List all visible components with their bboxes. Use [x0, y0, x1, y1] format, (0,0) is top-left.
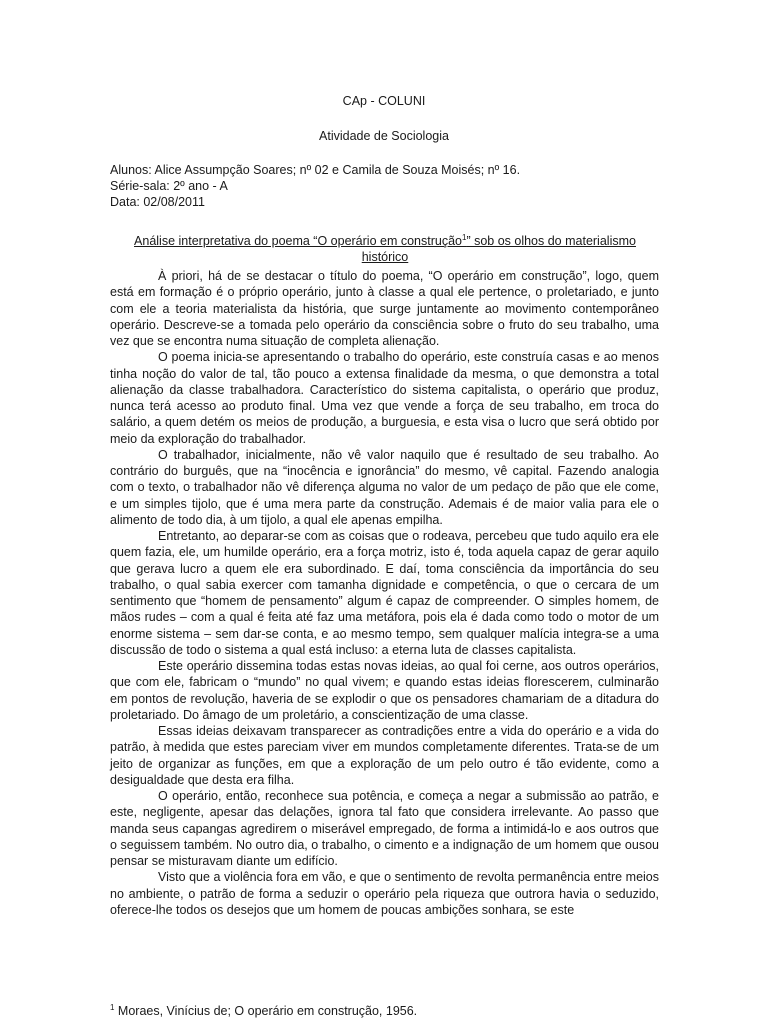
paragraph: O operário, então, reconhece sua potência, e começa a negar a submissão ao patrão, e este, negligente, apesar das delações, ignora tal fato que considera irrelevante. Ao passo que manda seus capangas agredirem o miserável empregado, de forma a intimidá-lo e aos outros que o seguissem também. No outro dia, o trabalho, o cimento e a indignação de um homem que ousou pensar se misturavam diante um edifício. [110, 789, 659, 868]
footnote-text: Moraes, Vinícius de; O operário em construção, 1956. [114, 1004, 418, 1019]
students-line: Alunos: Alice Assumpção Soares; nº 02 e Camila de Souza Moisés; nº 16. [110, 163, 521, 177]
date-line: Data: 02/08/2011 [110, 195, 205, 209]
paragraph: Entretanto, ao deparar-se com as coisas que o rodeava, percebeu que tudo aquilo era ele quem fazia, ele, um humilde operário, era a força motriz, isto é, toda aquela capaz de gerar aquilo que gerava lucro a quem ele era subordinado. E daí, toma consciência da importância do seu trabalho, o qual sabia exercer com tamanha dignidade e competência, o que o cercara de um sentimento que “homem de pensamento” algum é capaz de compreender. O simples homem, de mãos rudes – com a qual é feita até faz uma metáfora, pois ela é dada como todo o motor de um enorme sistema – sem dar-se conta, e ao mesmo tempo, sem qualquer malícia integra-se a uma discussão de todo o sistema a qual está incluso: a eterna luta de classes capitalista. [110, 529, 659, 657]
footnote-mark: 1 [110, 1003, 115, 1012]
paragraph: À priori, há de se destacar o título do poema, “O operário em construção”, logo, quem está em formação é o próprio operário, junto à classe a qual ele pertence, o proletariado, e junto com ele a teoria materialista da história, que surge juntamente ao movimento contemporâneo operário. Descreve-se a tomada pelo operário da consciência sobre o fruto do seu trabalho, uma vez que se encontra numa situação de completa alienação. [110, 269, 659, 348]
title-part-2: ” sob os olhos do materialismo histórico [361, 234, 636, 264]
paragraph: Este operário dissemina todas estas novas ideias, ao qual foi cerne, aos outros operários, que com ele, fabricam o “mundo” no qual vivem; e quando estas ideias florescerem, culminarão em pontos de revolução, haveria de se explodir o que os pensadores chamariam de a ditadura do proletariado. Do âmago de um proletário, a conscientização de uma classe. [110, 659, 659, 722]
paragraph: O poema inicia-se apresentando o trabalho do operário, este construía casas e ao menos tinha noção do valor de tal, tão pouco a extensa finalidade da mesma, o que demonstra a total alienação da classe trabalhadora. Característico do sistema capitalista, o operário que produz, nunca terá acesso ao produto final. Uma vez que vende a força de seu trabalho, em troca do salário, a quem detém os meios de produção, a burguesia, e esta visa o lucro que será obtido por meio da exploração do trabalhador. [110, 350, 659, 446]
school-name: CAp - COLUNI [342, 94, 426, 108]
essay-title [110, 233, 660, 265]
paragraph: Essas ideias deixavam transparecer as contradições entre a vida do operário e a vida do patrão, à medida que estes pareciam viver em mundos completamente diferentes. Trata-se de um jeito de organizar as funções, em que a exploração de um pelo outro é tão evidente, como a desigualdade que desta era filha. [110, 724, 659, 787]
paragraph: O trabalhador, inicialmente, não vê valor naquilo que é resultado de seu trabalho. Ao contrário do burguês, que na “inocência e ignorância” do mesmo, vê capital. Fazendo analogia com o texto, o trabalhador não vê diferença alguma no valor de um pedaço de pão que ele come, e um simples tijolo, que é uma mera parte da construção. Ademais é de maior valia para ele o alimento de todo dia, à um tijolo, a qual ele apenas empilha. [110, 447, 659, 527]
title-footnote-mark: 1 [461, 232, 467, 242]
student-info [110, 162, 520, 210]
title-part-1: Análise interpretativa do poema “O operário em construção [134, 234, 462, 248]
activity-title: Atividade de Sociologia [319, 129, 449, 143]
paragraph: Visto que a violência fora em vão, e que o sentimento de revolta permanência entre meios no ambiente, o patrão de forma a seduzir o operário pela riqueza que outrora havia o seduzido, oferece-lhe todos os desejos que um homem de poucas ambições sonhara, se este [110, 870, 659, 917]
essay-body [110, 268, 659, 918]
class-line: Série-sala: 2º ano - A [110, 179, 228, 193]
footnote [110, 1003, 417, 1018]
